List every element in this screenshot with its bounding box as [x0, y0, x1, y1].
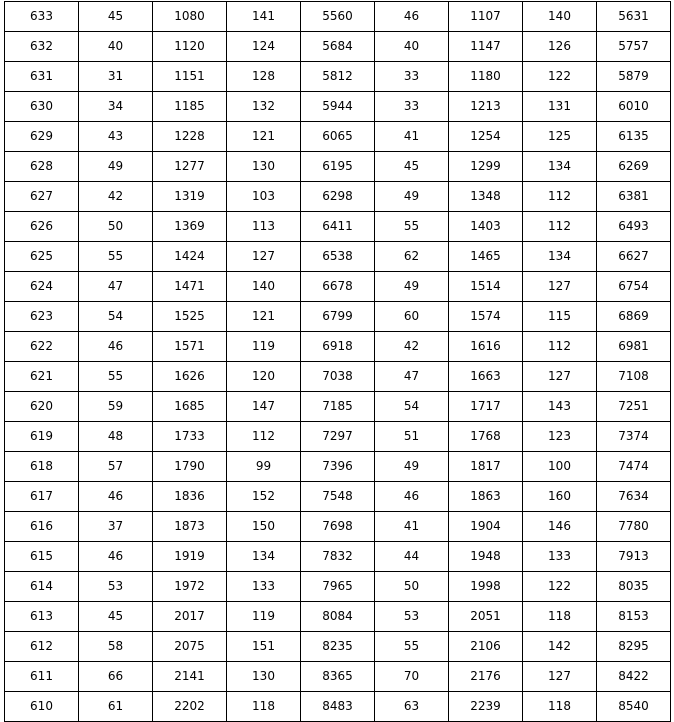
table-cell: 623 [5, 302, 79, 332]
table-cell: 8035 [597, 572, 671, 602]
table-row [5, 302, 671, 332]
table-row [5, 242, 671, 272]
table-cell: 33 [375, 92, 449, 122]
table-cell: 133 [227, 572, 301, 602]
table-cell: 119 [227, 332, 301, 362]
table-cell: 7913 [597, 542, 671, 572]
table-cell: 7038 [301, 362, 375, 392]
table-row [5, 92, 671, 122]
table-cell: 151 [227, 632, 301, 662]
table-row [5, 362, 671, 392]
table-cell: 612 [5, 632, 79, 662]
table-cell: 1319 [153, 182, 227, 212]
table-cell: 6381 [597, 182, 671, 212]
table-row [5, 212, 671, 242]
table-cell: 152 [227, 482, 301, 512]
table-cell: 6269 [597, 152, 671, 182]
table-cell: 611 [5, 662, 79, 692]
table-cell: 49 [79, 152, 153, 182]
table-cell: 1685 [153, 392, 227, 422]
table-cell: 624 [5, 272, 79, 302]
table-cell: 614 [5, 572, 79, 602]
table-row [5, 272, 671, 302]
table-cell: 2239 [449, 692, 523, 722]
table-cell: 6678 [301, 272, 375, 302]
table-cell: 70 [375, 662, 449, 692]
table-row [5, 692, 671, 722]
table-cell: 33 [375, 62, 449, 92]
table-cell: 629 [5, 122, 79, 152]
table-cell: 58 [79, 632, 153, 662]
table-cell: 131 [523, 92, 597, 122]
table-cell: 45 [375, 152, 449, 182]
table-cell: 1471 [153, 272, 227, 302]
table-cell: 1369 [153, 212, 227, 242]
table-cell: 1998 [449, 572, 523, 602]
table-cell: 627 [5, 182, 79, 212]
table-cell: 615 [5, 542, 79, 572]
table-row [5, 62, 671, 92]
table-cell: 620 [5, 392, 79, 422]
table-cell: 112 [523, 332, 597, 362]
table-cell: 6981 [597, 332, 671, 362]
table-cell: 134 [523, 152, 597, 182]
table-cell: 134 [523, 242, 597, 272]
table-cell: 6195 [301, 152, 375, 182]
table-cell: 622 [5, 332, 79, 362]
table-cell: 46 [375, 482, 449, 512]
table-cell: 147 [227, 392, 301, 422]
table-cell: 150 [227, 512, 301, 542]
table-cell: 41 [375, 512, 449, 542]
table-cell: 118 [523, 692, 597, 722]
table-cell: 51 [375, 422, 449, 452]
table-cell: 2075 [153, 632, 227, 662]
table-cell: 1948 [449, 542, 523, 572]
table-cell: 112 [523, 212, 597, 242]
table-cell: 122 [523, 62, 597, 92]
table-cell: 42 [375, 332, 449, 362]
table-cell: 618 [5, 452, 79, 482]
table-cell: 47 [79, 272, 153, 302]
table-cell: 113 [227, 212, 301, 242]
table-cell: 1514 [449, 272, 523, 302]
table-cell: 53 [79, 572, 153, 602]
table-cell: 118 [227, 692, 301, 722]
table-cell: 49 [375, 452, 449, 482]
table-cell: 7297 [301, 422, 375, 452]
table-cell: 31 [79, 62, 153, 92]
table-row [5, 392, 671, 422]
table-cell: 45 [79, 602, 153, 632]
table-row [5, 512, 671, 542]
table-cell: 625 [5, 242, 79, 272]
table-cell: 1733 [153, 422, 227, 452]
table-cell: 7374 [597, 422, 671, 452]
table-cell: 7832 [301, 542, 375, 572]
table-cell: 40 [375, 32, 449, 62]
table-cell: 119 [227, 602, 301, 632]
table-cell: 133 [523, 542, 597, 572]
table-cell: 8483 [301, 692, 375, 722]
table-cell: 126 [523, 32, 597, 62]
table-row [5, 572, 671, 602]
table-row [5, 32, 671, 62]
table-cell: 7185 [301, 392, 375, 422]
table-cell: 45 [79, 2, 153, 32]
table-cell: 1571 [153, 332, 227, 362]
table-cell: 630 [5, 92, 79, 122]
table-cell: 55 [375, 632, 449, 662]
table-cell: 6010 [597, 92, 671, 122]
table-cell: 140 [227, 272, 301, 302]
table-cell: 1717 [449, 392, 523, 422]
table-cell: 2202 [153, 692, 227, 722]
table-cell: 5631 [597, 2, 671, 32]
table-cell: 1180 [449, 62, 523, 92]
table-cell: 1863 [449, 482, 523, 512]
table-cell: 7474 [597, 452, 671, 482]
table-cell: 2051 [449, 602, 523, 632]
table-cell: 55 [79, 362, 153, 392]
table-cell: 132 [227, 92, 301, 122]
table-cell: 140 [523, 2, 597, 32]
table-cell: 57 [79, 452, 153, 482]
table-cell: 1107 [449, 2, 523, 32]
table-cell: 123 [523, 422, 597, 452]
table-cell: 63 [375, 692, 449, 722]
table-cell: 1817 [449, 452, 523, 482]
table-cell: 8295 [597, 632, 671, 662]
table-cell: 1299 [449, 152, 523, 182]
table-cell: 103 [227, 182, 301, 212]
table-cell: 1120 [153, 32, 227, 62]
table-cell: 8153 [597, 602, 671, 632]
table-cell: 5812 [301, 62, 375, 92]
table-cell: 46 [375, 2, 449, 32]
table-cell: 1277 [153, 152, 227, 182]
table-cell: 1228 [153, 122, 227, 152]
table-cell: 54 [375, 392, 449, 422]
table-cell: 53 [375, 602, 449, 632]
table-cell: 631 [5, 62, 79, 92]
table-cell: 1147 [449, 32, 523, 62]
table-cell: 41 [375, 122, 449, 152]
table-cell: 46 [79, 542, 153, 572]
table-cell: 1213 [449, 92, 523, 122]
table-cell: 130 [227, 152, 301, 182]
table-cell: 62 [375, 242, 449, 272]
table-cell: 5944 [301, 92, 375, 122]
table-row [5, 122, 671, 152]
table-cell: 1768 [449, 422, 523, 452]
table-cell: 127 [523, 662, 597, 692]
table-cell: 7251 [597, 392, 671, 422]
table-cell: 100 [523, 452, 597, 482]
table-cell: 7396 [301, 452, 375, 482]
table-cell: 5684 [301, 32, 375, 62]
table-cell: 8422 [597, 662, 671, 692]
table-cell: 127 [523, 272, 597, 302]
table-cell: 6918 [301, 332, 375, 362]
table-cell: 5879 [597, 62, 671, 92]
table-row [5, 542, 671, 572]
table-cell: 2141 [153, 662, 227, 692]
table-cell: 7698 [301, 512, 375, 542]
table-cell: 42 [79, 182, 153, 212]
table-cell: 1626 [153, 362, 227, 392]
table-cell: 61 [79, 692, 153, 722]
table-cell: 2176 [449, 662, 523, 692]
table-cell: 1403 [449, 212, 523, 242]
table-cell: 1904 [449, 512, 523, 542]
table-cell: 7780 [597, 512, 671, 542]
table-cell: 115 [523, 302, 597, 332]
table-cell: 619 [5, 422, 79, 452]
table-cell: 610 [5, 692, 79, 722]
table-cell: 127 [227, 242, 301, 272]
table-cell: 66 [79, 662, 153, 692]
table-cell: 128 [227, 62, 301, 92]
table-cell: 160 [523, 482, 597, 512]
table-cell: 120 [227, 362, 301, 392]
table-cell: 632 [5, 32, 79, 62]
table-cell: 44 [375, 542, 449, 572]
table-body [5, 2, 671, 722]
table-cell: 617 [5, 482, 79, 512]
table-cell: 8235 [301, 632, 375, 662]
table-cell: 7548 [301, 482, 375, 512]
table-cell: 1424 [153, 242, 227, 272]
table-row [5, 602, 671, 632]
table-cell: 134 [227, 542, 301, 572]
table-cell: 55 [79, 242, 153, 272]
table-cell: 6799 [301, 302, 375, 332]
table-cell: 6411 [301, 212, 375, 242]
table-cell: 49 [375, 272, 449, 302]
table-cell: 1790 [153, 452, 227, 482]
table-cell: 1919 [153, 542, 227, 572]
table-cell: 99 [227, 452, 301, 482]
table-row [5, 422, 671, 452]
table-cell: 1465 [449, 242, 523, 272]
table-row [5, 662, 671, 692]
table-row [5, 452, 671, 482]
table-cell: 1574 [449, 302, 523, 332]
table-cell: 628 [5, 152, 79, 182]
table-cell: 55 [375, 212, 449, 242]
table-cell: 122 [523, 572, 597, 602]
table-cell: 7108 [597, 362, 671, 392]
table-cell: 1972 [153, 572, 227, 602]
table-cell: 48 [79, 422, 153, 452]
table-cell: 6298 [301, 182, 375, 212]
table-row [5, 2, 671, 32]
table-cell: 6754 [597, 272, 671, 302]
table-cell: 124 [227, 32, 301, 62]
table-cell: 143 [523, 392, 597, 422]
table-cell: 6869 [597, 302, 671, 332]
table-cell: 146 [523, 512, 597, 542]
table-cell: 6065 [301, 122, 375, 152]
table-cell: 6493 [597, 212, 671, 242]
table-cell: 112 [227, 422, 301, 452]
table-cell: 613 [5, 602, 79, 632]
table-cell: 112 [523, 182, 597, 212]
table-row [5, 482, 671, 512]
table-cell: 47 [375, 362, 449, 392]
table-cell: 1616 [449, 332, 523, 362]
table-cell: 43 [79, 122, 153, 152]
table-cell: 2106 [449, 632, 523, 662]
table-cell: 50 [79, 212, 153, 242]
table-cell: 40 [79, 32, 153, 62]
table-cell: 54 [79, 302, 153, 332]
table-cell: 127 [523, 362, 597, 392]
table-cell: 1080 [153, 2, 227, 32]
table-cell: 130 [227, 662, 301, 692]
table-cell: 6135 [597, 122, 671, 152]
table-cell: 1151 [153, 62, 227, 92]
table-cell: 141 [227, 2, 301, 32]
table-cell: 5560 [301, 2, 375, 32]
table-cell: 1348 [449, 182, 523, 212]
table-cell: 6538 [301, 242, 375, 272]
table-cell: 8084 [301, 602, 375, 632]
table-cell: 121 [227, 122, 301, 152]
table-cell: 118 [523, 602, 597, 632]
table-cell: 59 [79, 392, 153, 422]
table-cell: 1663 [449, 362, 523, 392]
table-cell: 121 [227, 302, 301, 332]
table-cell: 7634 [597, 482, 671, 512]
table-row [5, 182, 671, 212]
table-cell: 621 [5, 362, 79, 392]
table-cell: 37 [79, 512, 153, 542]
table-cell: 1254 [449, 122, 523, 152]
table-cell: 34 [79, 92, 153, 122]
table-row [5, 632, 671, 662]
table-cell: 1525 [153, 302, 227, 332]
table-cell: 46 [79, 482, 153, 512]
table-cell: 1873 [153, 512, 227, 542]
table-cell: 616 [5, 512, 79, 542]
score-table [4, 1, 671, 722]
table-cell: 142 [523, 632, 597, 662]
table-cell: 1185 [153, 92, 227, 122]
table-cell: 2017 [153, 602, 227, 632]
table-cell: 46 [79, 332, 153, 362]
table-cell: 125 [523, 122, 597, 152]
table-row [5, 332, 671, 362]
table-cell: 626 [5, 212, 79, 242]
table-cell: 7965 [301, 572, 375, 602]
table-row [5, 152, 671, 182]
table-cell: 1836 [153, 482, 227, 512]
table-cell: 6627 [597, 242, 671, 272]
table-cell: 50 [375, 572, 449, 602]
table-cell: 5757 [597, 32, 671, 62]
table-cell: 8540 [597, 692, 671, 722]
table-cell: 49 [375, 182, 449, 212]
table-cell: 60 [375, 302, 449, 332]
table-cell: 633 [5, 2, 79, 32]
table-cell: 8365 [301, 662, 375, 692]
